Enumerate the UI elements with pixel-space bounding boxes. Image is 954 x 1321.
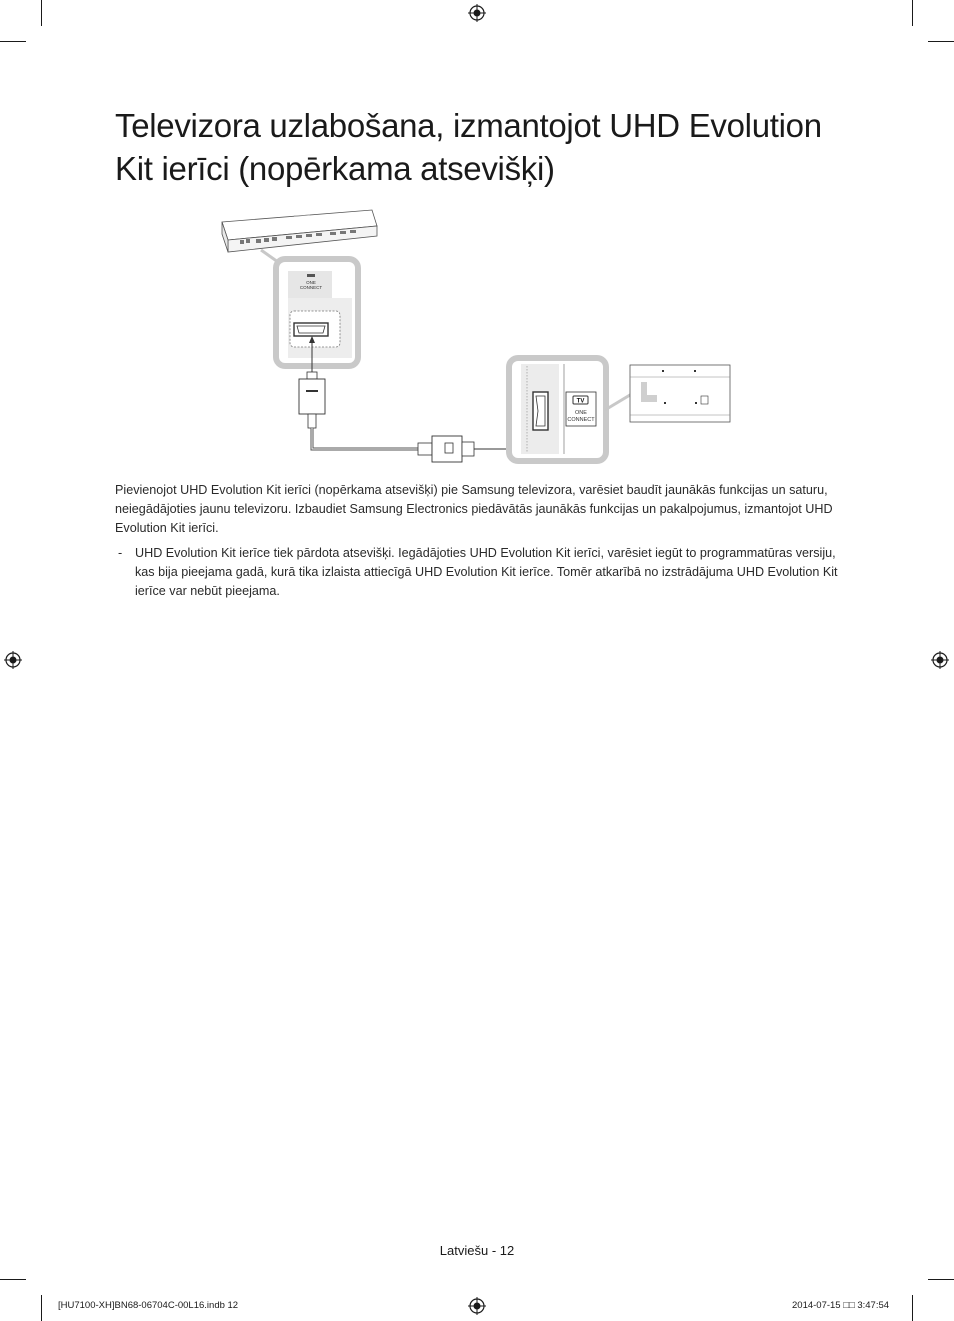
registration-mark-icon xyxy=(4,651,22,669)
page-title-line-1: Televizora uzlabošana, izmantojot UHD Evolution xyxy=(115,107,822,144)
svg-text:TV: TV xyxy=(576,398,585,405)
one-connect-port-callout xyxy=(276,259,358,366)
intro-paragraph: Pievienojot UHD Evolution Kit ierīci (nopērkama atsevišķi) pie Samsung televizora, varēsiet baudīt jaunākās funkcijas un saturu, neiegādājoties jaunu televizoru. Izbaudiet Samsung Electronics piedāvātās jaunākās funkcijas un pakalpojumus, izmantojot UHD Evolution Kit ierīci. xyxy=(115,483,833,535)
crop-mark xyxy=(0,1279,26,1280)
crop-mark xyxy=(41,1295,42,1321)
crop-mark xyxy=(928,1279,954,1280)
connection-diagram xyxy=(0,0,954,470)
print-slug-date: 2014-07-15 □□ 3:47:54 xyxy=(792,1300,890,1311)
one-connect-box xyxy=(222,210,377,252)
registration-mark-icon xyxy=(468,1297,486,1315)
note-dash: - xyxy=(118,546,123,560)
tv-port-callout xyxy=(509,358,606,461)
tv-back-panel xyxy=(630,365,730,422)
print-slug-file: [HU7100-XH]BN68-06704C-00L16.indb 12 xyxy=(58,1300,239,1311)
page-number: Latviešu - 12 xyxy=(439,1243,515,1258)
note-item xyxy=(115,544,840,601)
registration-mark-icon xyxy=(931,651,949,669)
crop-mark xyxy=(912,1295,913,1321)
svg-text:ONE: ONE xyxy=(306,280,316,285)
svg-text:ONE: ONE xyxy=(575,410,587,416)
svg-text:CONNECT: CONNECT xyxy=(567,417,595,423)
note-text: UHD Evolution Kit ierīce tiek pārdota atsevišķi. Iegādājoties UHD Evolution Kit ierīci, varēsiet iegūt to programmatūras versiju, kas bija pieejama gadā, kurā tika izlaista attiecīgā UHD Evolution Kit ierīce. Tomēr atkarībā no izstrādājuma UHD Evolution Kit ierīce var nebūt pieejama. xyxy=(135,546,838,598)
page-title-line-2: Kit ierīci (nopērkama atsevišķi) xyxy=(115,150,555,187)
svg-text:CONNECT: CONNECT xyxy=(299,285,323,290)
